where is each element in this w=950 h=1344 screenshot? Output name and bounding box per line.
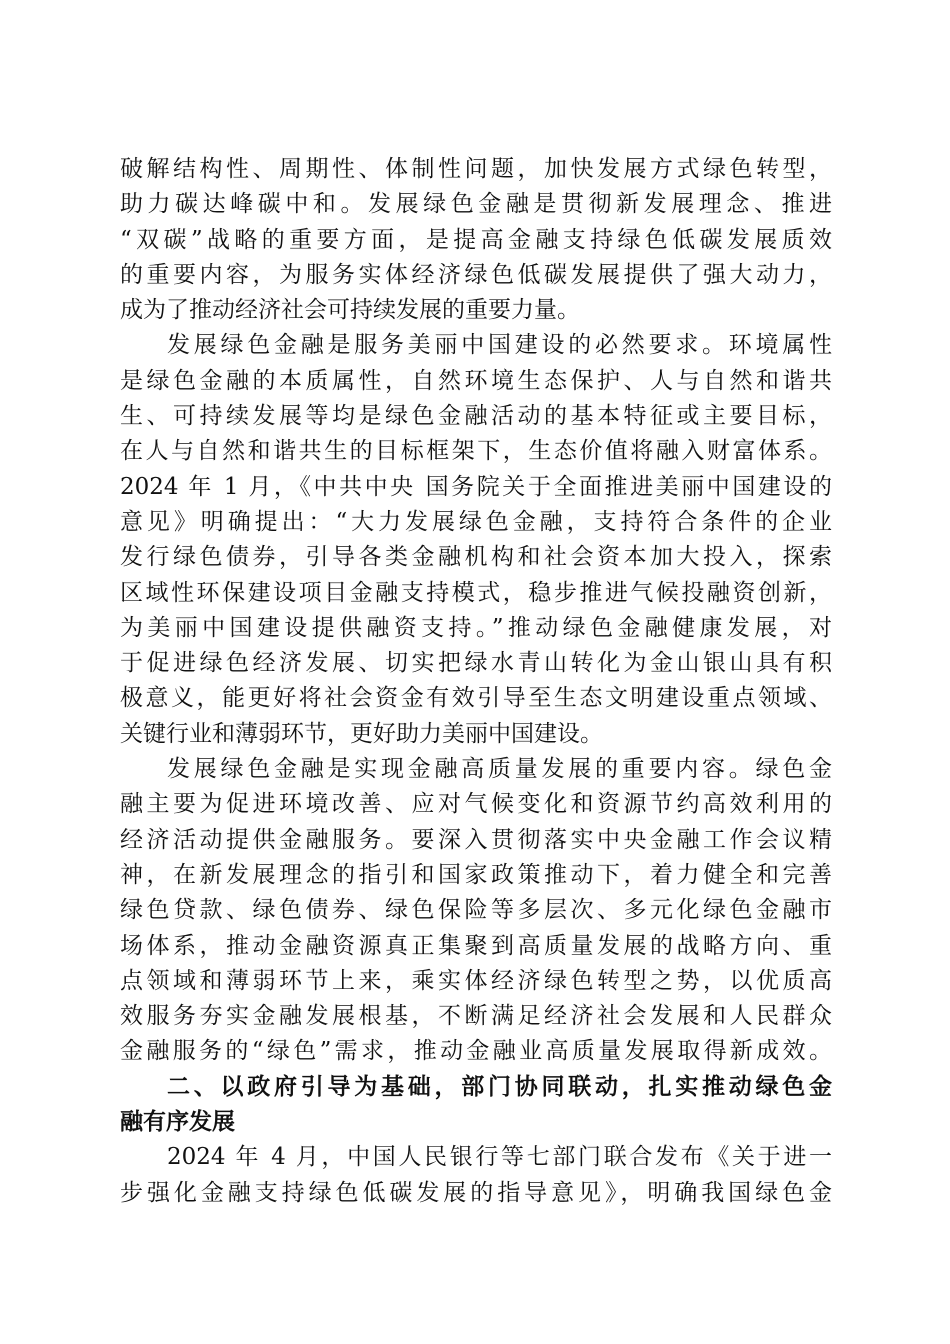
text-line: 经济活动提供金融服务。要深入贯彻落实中央金融工作会议精 bbox=[120, 826, 832, 853]
text-line: 为美丽中国建设提供融资支持。”推动绿色金融健康发展，对 bbox=[120, 614, 832, 641]
text-line: 意见》明确提出：“大力发展绿色金融，支持符合条件的企业 bbox=[120, 508, 832, 535]
text-line: 场体系，推动金融资源真正集聚到高质量发展的战略方向、重 bbox=[120, 932, 832, 959]
text-line: 发展绿色金融是服务美丽中国建设的必然要求。环境属性 bbox=[167, 332, 832, 359]
text-line: 发行绿色债券，引导各类金融机构和社会资本加大投入，探索 bbox=[120, 544, 832, 571]
text-line: 2024 年 4 月，中国人民银行等七部门联合发布《关于进一 bbox=[167, 1144, 832, 1171]
text-line: 是绿色金融的本质属性，自然环境生态保护、人与自然和谐共 bbox=[120, 367, 832, 394]
text-line: 成为了推动经济社会可持续发展的重要力量。 bbox=[120, 297, 580, 324]
text-line: 效服务夯实金融发展根基，不断满足经济社会发展和人民群众 bbox=[120, 1003, 832, 1030]
text-line: 发展绿色金融是实现金融高质量发展的重要内容。绿色金 bbox=[167, 756, 832, 783]
text-line: 助力碳达峰碳中和。发展绿色金融是贯彻新发展理念、推进 bbox=[120, 191, 832, 218]
text-line: 在人与自然和谐共生的目标框架下，生态价值将融入财富体系。 bbox=[120, 438, 832, 465]
text-line: 绿色贷款、绿色债券、绿色保险等多层次、多元化绿色金融市 bbox=[120, 897, 832, 924]
section-heading bbox=[120, 1070, 832, 1141]
paragraph-3 bbox=[120, 752, 832, 1070]
paragraph-4 bbox=[120, 1140, 832, 1211]
text-line: 于促进绿色经济发展、切实把绿水青山转化为金山银山具有积 bbox=[120, 650, 832, 677]
text-line: 极意义，能更好将社会资金有效引导至生态文明建设重点领域、 bbox=[120, 685, 832, 712]
text-line: 的重要内容，为服务实体经济绿色低碳发展提供了强大动力， bbox=[120, 261, 832, 288]
text-line: “双碳”战略的重要方面，是提高金融支持绿色低碳发展质效 bbox=[120, 226, 832, 253]
text-line: 破解结构性、周期性、体制性问题，加快发展方式绿色转型， bbox=[120, 156, 832, 182]
text-line: 关键行业和薄弱环节，更好助力美丽中国建设。 bbox=[120, 720, 603, 747]
text-line: 金融服务的“绿色”需求，推动金融业高质量发展取得新成效。 bbox=[120, 1038, 832, 1065]
document-body bbox=[120, 152, 832, 1211]
text-line: 点领域和薄弱环节上来，乘实体经济绿色转型之势，以优质高 bbox=[120, 967, 832, 994]
text-line: 步强化金融支持绿色低碳发展的指导意见》，明确我国绿色金 bbox=[120, 1179, 832, 1206]
text-line: 2024 年 1 月，《中共中央 国务院关于全面推进美丽中国建设的 bbox=[120, 473, 832, 500]
text-line: 生、可持续发展等均是绿色金融活动的基本特征或主要目标， bbox=[120, 403, 832, 430]
paragraph-2 bbox=[120, 328, 832, 752]
text-line: 融主要为促进环境改善、应对气候变化和资源节约高效利用的 bbox=[120, 791, 832, 818]
text-line: 区域性环保建设项目金融支持模式，稳步推进气候投融资创新， bbox=[120, 579, 832, 606]
heading-line: 二、以政府引导为基础，部门协同联动，扎实推动绿色金 bbox=[167, 1073, 832, 1100]
text-line: 神，在新发展理念的指引和国家政策推动下，着力健全和完善 bbox=[120, 861, 832, 888]
paragraph-1 bbox=[120, 152, 832, 328]
heading-line: 融有序发展 bbox=[120, 1109, 235, 1136]
